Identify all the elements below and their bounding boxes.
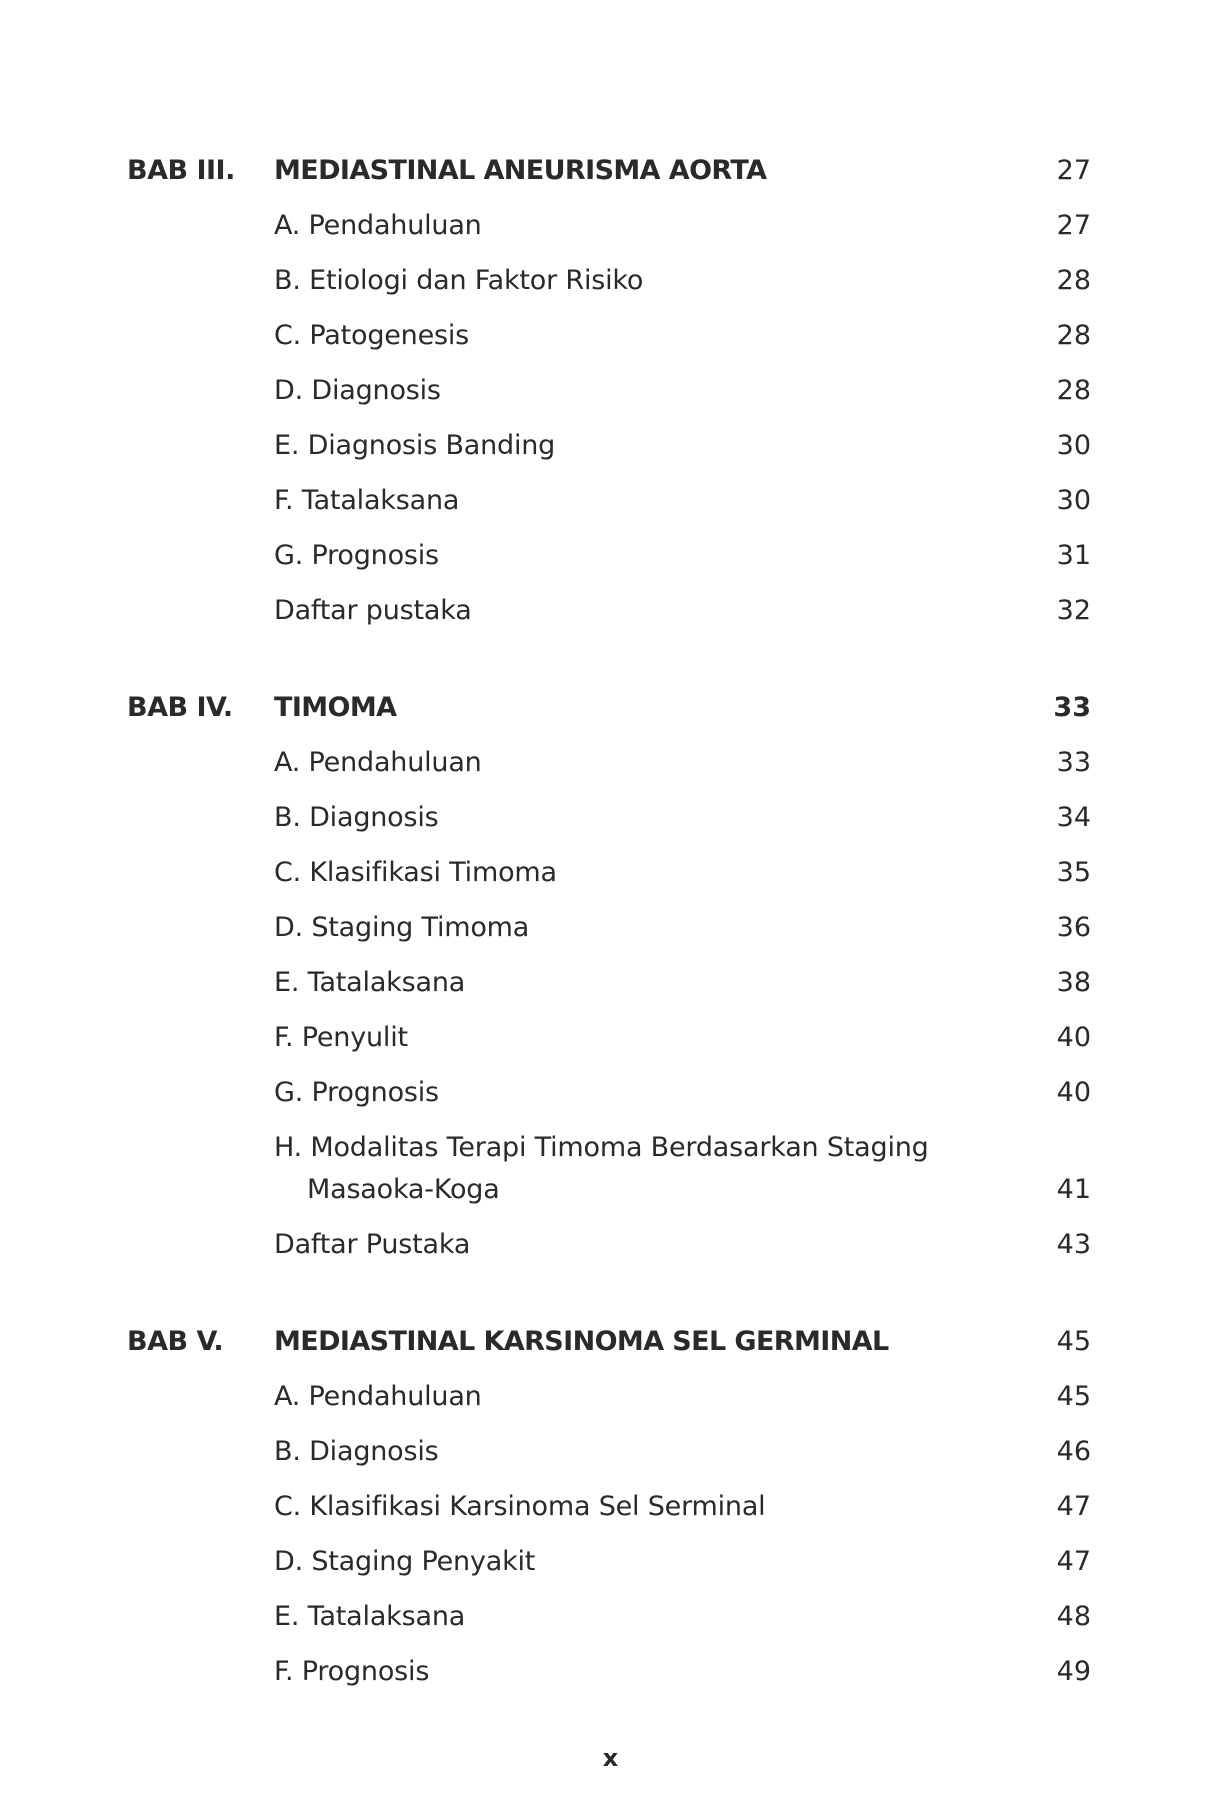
chapter-number: BAB IV.: [127, 692, 233, 723]
toc-item-label: D. Staging Penyakit: [274, 1546, 536, 1577]
page-number: 36: [1056, 912, 1091, 943]
toc-item[interactable]: [0, 265, 1221, 305]
chapter-number: BAB V.: [127, 1326, 224, 1357]
page-number: 40: [1056, 1077, 1091, 1108]
toc-item-label: G. Prognosis: [274, 540, 439, 571]
toc-item-label: A. Pendahuluan: [274, 210, 482, 241]
toc-item-label: C. Klasifikasi Timoma: [274, 857, 557, 888]
toc-item[interactable]: [0, 1381, 1221, 1421]
page-number: 33: [1053, 692, 1091, 723]
toc-item-label: A. Pendahuluan: [274, 1381, 482, 1412]
toc-item[interactable]: [0, 1656, 1221, 1696]
page-number: 46: [1056, 1436, 1091, 1467]
toc-item[interactable]: [0, 967, 1221, 1007]
toc-item[interactable]: [0, 210, 1221, 250]
toc-item[interactable]: [0, 1022, 1221, 1062]
chapter-heading-row[interactable]: [0, 692, 1221, 732]
toc-item[interactable]: [0, 1229, 1221, 1269]
toc-item-label: A. Pendahuluan: [274, 747, 482, 778]
toc-item-label: F. Penyulit: [274, 1022, 408, 1053]
toc-item-label: E. Tatalaksana: [274, 967, 466, 998]
page-number: 27: [1056, 210, 1091, 241]
toc-item-label: B. Diagnosis: [274, 802, 439, 833]
toc-item[interactable]: [0, 1077, 1221, 1117]
page-number: 48: [1056, 1601, 1091, 1632]
page-number: 28: [1056, 320, 1091, 351]
toc-item-label: C. Patogenesis: [274, 320, 470, 351]
toc-item[interactable]: [0, 540, 1221, 580]
page-number: 41: [1056, 1174, 1091, 1205]
toc-item-label: B. Diagnosis: [274, 1436, 439, 1467]
toc-item[interactable]: [0, 912, 1221, 952]
toc-item-label: G. Prognosis: [274, 1077, 439, 1108]
chapter-number: BAB III.: [127, 155, 235, 186]
toc-item-label: B. Etiologi dan Faktor Risiko: [274, 265, 644, 296]
page-number: 43: [1056, 1229, 1091, 1260]
toc-item[interactable]: [0, 1132, 1221, 1172]
page-number: 45: [1056, 1381, 1091, 1412]
chapter-title: MEDIASTINAL ANEURISMA AORTA: [274, 155, 767, 186]
toc-item[interactable]: [0, 320, 1221, 360]
page-number: 38: [1056, 967, 1091, 998]
toc-item-label: H. Modalitas Terapi Timoma Berdasarkan Staging: [274, 1132, 929, 1163]
toc-item[interactable]: [0, 595, 1221, 635]
page-number: 32: [1056, 595, 1091, 626]
chapter-title: MEDIASTINAL KARSINOMA SEL GERMINAL: [274, 1326, 889, 1357]
toc-item-label: D. Staging Timoma: [274, 912, 530, 943]
toc-item-label: F. Prognosis: [274, 1656, 430, 1687]
toc-item[interactable]: [0, 1601, 1221, 1641]
page-number: 30: [1056, 430, 1091, 461]
toc-item[interactable]: [0, 1436, 1221, 1476]
toc-item-label: Daftar pustaka: [274, 595, 472, 626]
page-number: 45: [1056, 1326, 1091, 1357]
toc-item-label: E. Diagnosis Banding: [274, 430, 556, 461]
toc-item[interactable]: [0, 1546, 1221, 1586]
page-number: 30: [1056, 485, 1091, 516]
chapter-heading-row[interactable]: [0, 1326, 1221, 1366]
toc-item-label: E. Tatalaksana: [274, 1601, 466, 1632]
toc-item[interactable]: [0, 430, 1221, 470]
page-number: 31: [1056, 540, 1091, 571]
toc-item[interactable]: [0, 857, 1221, 897]
toc-item[interactable]: [0, 747, 1221, 787]
toc-item[interactable]: [0, 485, 1221, 525]
page-number: 49: [1056, 1656, 1091, 1687]
page-number: 28: [1056, 265, 1091, 296]
page-number: 33: [1056, 747, 1091, 778]
chapter-title: TIMOMA: [274, 692, 397, 723]
toc-item-label-continuation: Masaoka-Koga: [307, 1174, 500, 1205]
page-number: 40: [1056, 1022, 1091, 1053]
toc-item-label: C. Klasifikasi Karsinoma Sel Serminal: [274, 1491, 766, 1522]
page-number: 35: [1056, 857, 1091, 888]
toc-item-label: F. Tatalaksana: [274, 485, 460, 516]
toc-item[interactable]: [0, 375, 1221, 415]
page-number: 34: [1056, 802, 1091, 833]
toc-item-label: D. Diagnosis: [274, 375, 441, 406]
chapter-heading-row[interactable]: [0, 155, 1221, 195]
toc-item-label: Daftar Pustaka: [274, 1229, 471, 1260]
toc-item[interactable]: [0, 802, 1221, 842]
page-number: 28: [1056, 375, 1091, 406]
page-number: 47: [1056, 1491, 1091, 1522]
footer-page-number: x: [602, 1744, 619, 1772]
toc-item[interactable]: [0, 1491, 1221, 1531]
toc-item-continuation[interactable]: [0, 1174, 1221, 1214]
page-number: 47: [1056, 1546, 1091, 1577]
page-number: 27: [1056, 155, 1091, 186]
